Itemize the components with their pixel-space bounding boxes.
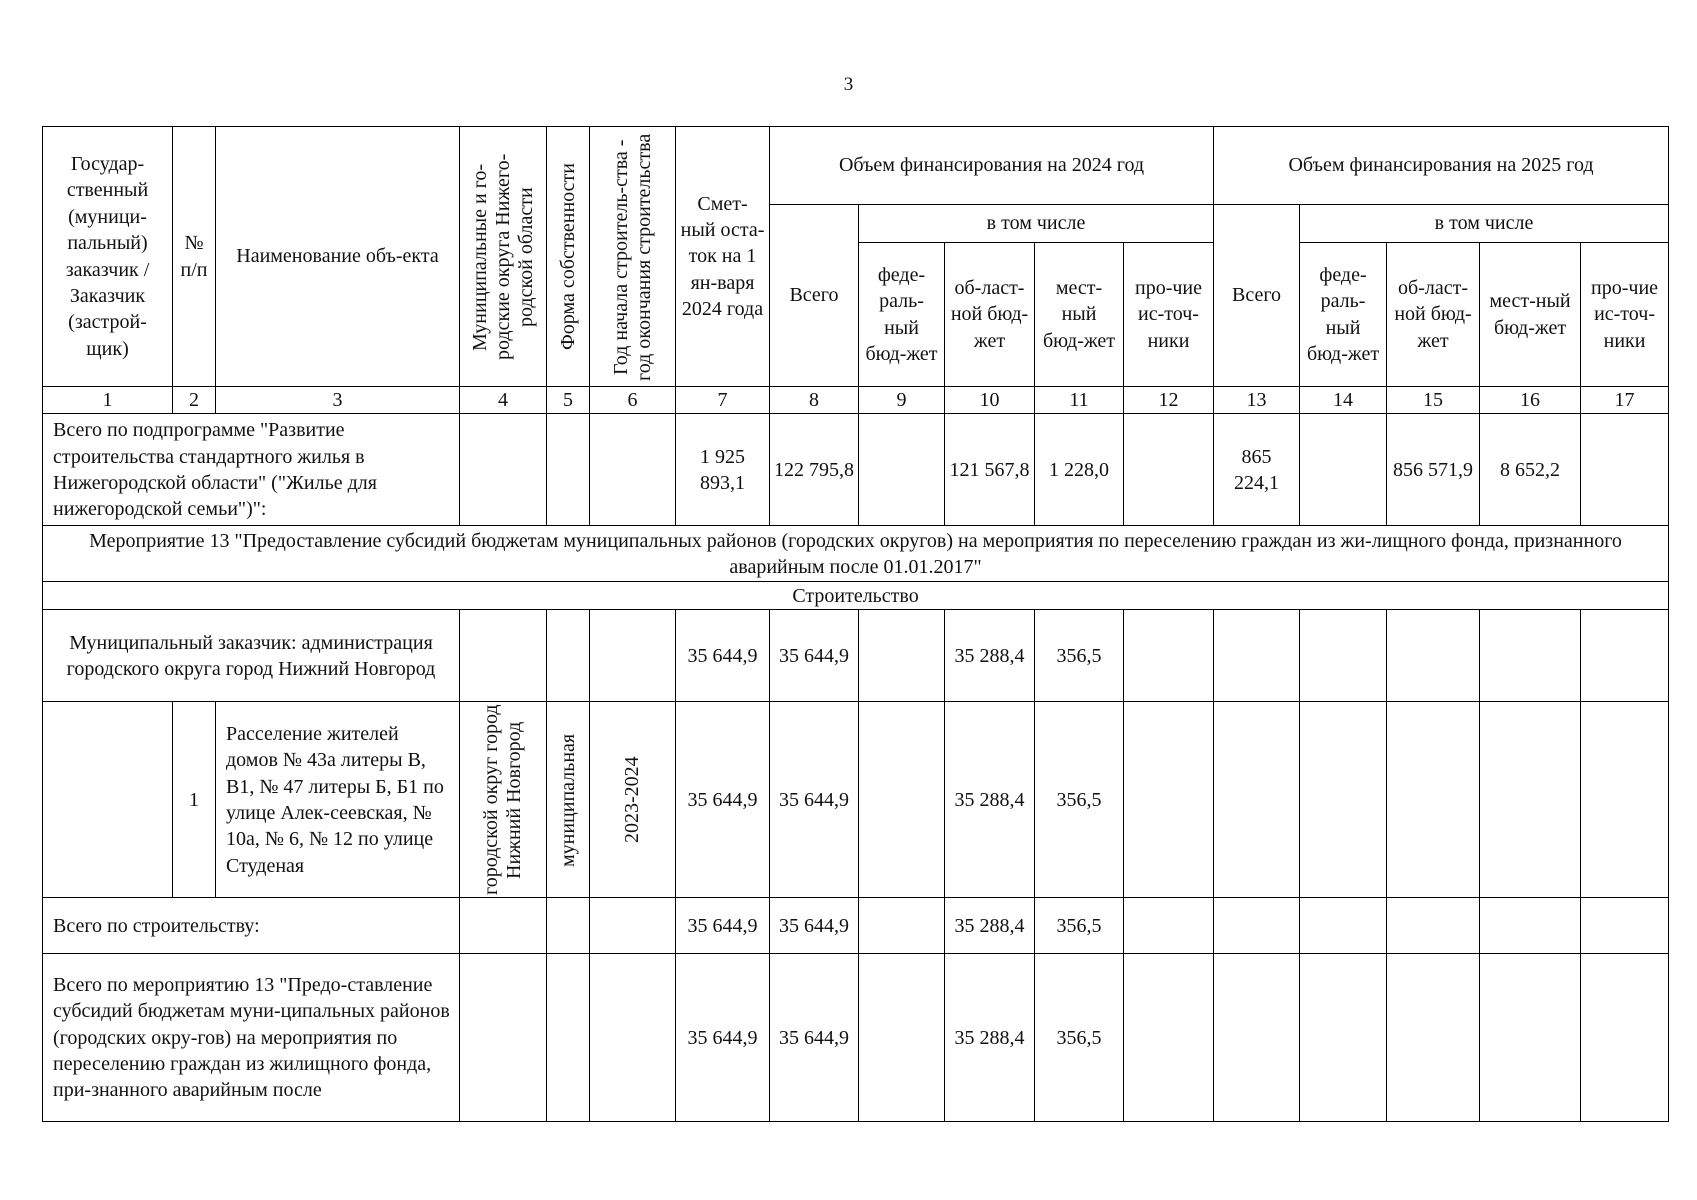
object-district-text: городской округ город Нижний Новгород [480, 704, 525, 896]
column-numbers-row [43, 387, 1669, 414]
cell-2024-total: 122 795,8 [770, 414, 859, 526]
subprogram-label: Всего по подпрограмме "Развитие строительства стандартного жилья в Нижегородской области" ("Жилье для нижегородской семьи")": [43, 414, 460, 526]
object-number: 1 [173, 702, 216, 898]
header-ownership-text: Форма собственности [556, 163, 579, 350]
cell-2024-regional: 35 288,4 [945, 610, 1035, 702]
header-2025-other: про-чие ис-точ-ники [1581, 243, 1669, 387]
measure-title: Мероприятие 13 "Предоставление субсидий бюджетам муниципальных районов (городских округов) на мероприятия по переселению граждан из жи-лищного фонда, признанного аварийным после 01.01.2017" [43, 526, 1669, 582]
header-2024-other: про-чие ис-точ-ники [1124, 243, 1214, 387]
header-2025-total: Всего [1214, 205, 1300, 387]
header-2024-regional: об-ласт-ной бюд-жет [945, 243, 1035, 387]
cell-2024-regional: 35 288,4 [945, 702, 1035, 898]
object-district [460, 702, 547, 898]
cell-2024-total: 35 644,9 [770, 954, 859, 1122]
col-number: 10 [945, 387, 1035, 414]
customer-label: Муниципальный заказчик: администрация городского округа город Нижний Новгород [43, 610, 460, 702]
cell-2025-regional: 856 571,9 [1387, 414, 1480, 526]
cell-2024-total: 35 644,9 [770, 898, 859, 954]
col-number: 1 [43, 387, 173, 414]
object-ownership [547, 702, 590, 898]
header-customer: Государ-ственный (муници-пальный) заказчик / Заказчик (застрой-щик) [43, 127, 173, 387]
header-estimate: Смет-ный оста-ток на 1 ян-варя 2024 года [676, 127, 770, 387]
object-row [43, 702, 1669, 898]
cell-estimate: 35 644,9 [676, 954, 770, 1122]
col-number: 6 [590, 387, 676, 414]
col-number: 11 [1035, 387, 1124, 414]
cell-estimate: 1 925 893,1 [676, 414, 770, 526]
header-2025-regional: об-ласт-ной бюд-жет [1387, 243, 1480, 387]
object-name: Расселение жителей домов № 43а литеры В, В1, № 47 литеры Б, Б1 по улице Алек-сеевская, № 10а, № 6, № 12 по улице Студеная [216, 702, 460, 898]
header-2024-federal: феде-раль-ный бюд-жет [859, 243, 945, 387]
page-number: 3 [843, 74, 854, 95]
col-number: 9 [859, 387, 945, 414]
object-ownership-text: муниципальная [556, 733, 579, 867]
construction-total-row [43, 898, 1669, 954]
col-number: 5 [547, 387, 590, 414]
measure-title-row [43, 526, 1669, 582]
cell-2024-local: 356,5 [1035, 610, 1124, 702]
cell-2024-total: 35 644,9 [770, 702, 859, 898]
header-2025-local: мест-ный бюд-жет [1480, 243, 1581, 387]
subprogram-total-row [43, 414, 1669, 526]
header-2024-incl: в том числе [859, 205, 1214, 243]
header-2025-incl: в том числе [1300, 205, 1669, 243]
object-years [590, 702, 676, 898]
cell-2025-total: 865 224,1 [1214, 414, 1300, 526]
header-district [460, 127, 547, 387]
cell-2024-regional: 121 567,8 [945, 414, 1035, 526]
header-2024-total: Всего [770, 205, 859, 387]
col-number: 8 [770, 387, 859, 414]
cell-2024-total: 35 644,9 [770, 610, 859, 702]
header-row-1 [43, 127, 1669, 205]
col-number: 16 [1480, 387, 1581, 414]
measure-total-label: Всего по мероприятию 13 "Предо-ставление субсидий бюджетам муни-ципальных районов (городских окру-гов) на мероприятия по переселению граждан из жилищного фонда, при-знанного аварийным после [43, 954, 460, 1122]
customer-row [43, 610, 1669, 702]
header-number: № п/п [173, 127, 216, 387]
cell-2024-local: 356,5 [1035, 702, 1124, 898]
measure-total-row [43, 954, 1669, 1122]
section-title-row [43, 582, 1669, 610]
construction-total-label: Всего по строительству: [43, 898, 460, 954]
cell-2024-regional: 35 288,4 [945, 898, 1035, 954]
header-object-name: Наименование объ-екта [216, 127, 460, 387]
cell-estimate: 35 644,9 [676, 898, 770, 954]
col-number: 12 [1124, 387, 1214, 414]
cell-2024-regional: 35 288,4 [945, 954, 1035, 1122]
cell-2024-local: 356,5 [1035, 954, 1124, 1122]
header-fin-2024: Объем финансирования на 2024 год [770, 127, 1214, 205]
header-years-text: Год начала строитель-ства - год окончания строительства [609, 132, 655, 381]
header-district-text: Муниципальные и го-родские округа Нижего-родской области [468, 153, 537, 360]
cell-2024-local: 1 228,0 [1035, 414, 1124, 526]
col-number: 14 [1300, 387, 1387, 414]
cell-estimate: 35 644,9 [676, 702, 770, 898]
cell-2024-local: 356,5 [1035, 898, 1124, 954]
col-number: 2 [173, 387, 216, 414]
header-years [590, 127, 676, 387]
cell-estimate: 35 644,9 [676, 610, 770, 702]
col-number: 3 [216, 387, 460, 414]
financing-table [42, 126, 1669, 1122]
header-2024-local: мест-ный бюд-жет [1035, 243, 1124, 387]
col-number: 7 [676, 387, 770, 414]
header-ownership [547, 127, 590, 387]
section-title: Строительство [43, 582, 1669, 610]
col-number: 17 [1581, 387, 1669, 414]
cell-2025-local: 8 652,2 [1480, 414, 1581, 526]
header-fin-2025: Объем финансирования на 2025 год [1214, 127, 1669, 205]
object-years-text: 2023-2024 [621, 756, 643, 844]
col-number: 4 [460, 387, 547, 414]
header-2025-federal: феде-раль-ный бюд-жет [1300, 243, 1387, 387]
col-number: 15 [1387, 387, 1480, 414]
col-number: 13 [1214, 387, 1300, 414]
